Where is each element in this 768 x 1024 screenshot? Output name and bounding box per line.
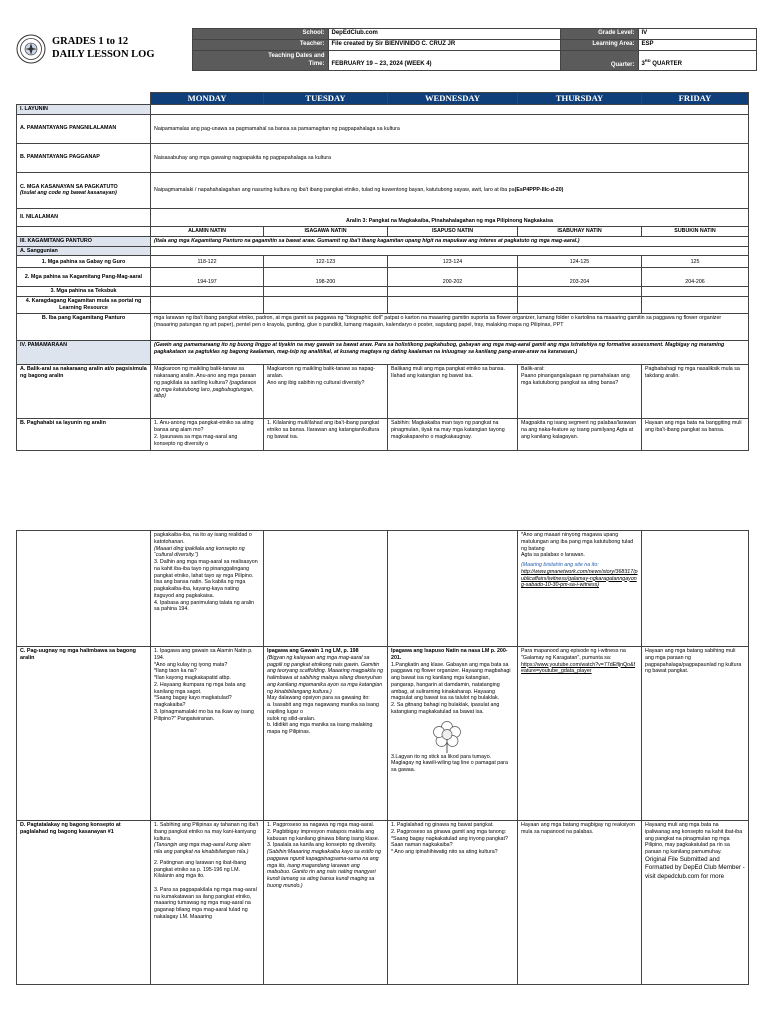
cont-thu-link-label: (Maaring bisitahin ang site na ito: xyxy=(521,562,599,569)
subday-isapuso: ISAPUSO NATIN xyxy=(388,226,518,236)
row-label-kasanayan xyxy=(17,172,151,208)
page-2 xyxy=(0,530,768,1024)
dates-value: FEBRUARY 19 – 23, 2024 (WEEK 4) xyxy=(328,51,560,71)
pag-uugnay-thu-text: Para mapanood ang episode ng i-witness na "Galamay ng Karagatan", pumunta sa: xyxy=(521,648,626,661)
pag-uugnay-thu xyxy=(518,647,642,821)
pagtalakay-tue-italic: (Sabihin:Maaaring magkakaiba kayo sa estilo ng paggawa ngunit kapagpinagsama-sama na ang mga ito, isang magandang larawan ang mabubuo. Ganito rin ang nais nating mangyari kundi lamang sa ating bansa kundi maging sa buong mundo.) xyxy=(267,849,381,889)
balik-aral-mon xyxy=(151,365,264,419)
balik-mon-italic: (pagdaraos ng mga katutubong laro, pagbubugtungan, atbp) xyxy=(154,379,257,400)
pagtalakay-mon-text-1: 1. Sabihing ang Pilipinas ay tahanan ng iba't ibang pangkat etniko na may kani-kaniyang kultura. xyxy=(154,822,259,842)
row-label-teksbuk: 3. Mga pahina sa Teksbuk xyxy=(17,287,151,297)
dates-label-line-2: Time: xyxy=(308,60,325,67)
row-label-paghahabi: B. Paghahabi sa layunin ng aralin xyxy=(17,419,151,451)
quarter-sup: RD xyxy=(644,58,651,64)
row-label-pag-uugnay: C. Pag-uugnay ng mga halimbawa sa bagong aralin xyxy=(17,647,151,821)
pag-uugnay-tue-italic: (Bigyan ng kalayaan ang mga mag-aaral sa pagpili ng pangkat etnikong nais gawin. Gamitin ang teoryang scaffolding. Maaaring magpakita ng halimbawa at sabihing malaya silang disenyuhan ang kanilang mgamanika ayon sa mga katangian ng kinabibilangang kultura.) xyxy=(267,654,384,695)
day-bar-spacer xyxy=(17,93,151,105)
doc-title-dll: DAILY LESSON LOG xyxy=(52,48,155,60)
karagdagan-tue xyxy=(264,297,388,314)
lm-pages-wed: 200-202 xyxy=(388,268,518,287)
cont-mon-text-2: 3. Dalhin ang mga mag-aaral sa realisasyon na kahit iba-iba tayo ng pinanggalingang pangkat etniko, lahat tayo ay mga Pilipino. Iisa ang bansa natin. Sa kabila ng mga pagkakaiba-iba, kayang-kaya nating itaguyod ang pagkakaisa. 4. Ipabasa ang panimulang talata ng aralin sa pahina 194. xyxy=(154,559,258,613)
pag-uugnay-tue-text: May dalawang opsiyon para sa gawaing ito: a. Isasabit ang mga nagawang manika sa isang napiling lugar o sulok ng silid-aralan. b. Ididikit ang mga manika sa isang malaking mapa ng Pilipinas. xyxy=(267,695,379,736)
row-label-kagamitang-pang-mag-aaral: 2. Mga pahina sa Kagamitang Pang-Mag-aaral xyxy=(17,268,151,287)
teksbuk-mon xyxy=(151,287,264,297)
paghahabi-mon: 1. Anu-anong mga pangkat-etniko sa ating bansa ang alam mo? 2. Ipaunawa sa mga mag-aaral ang konsepto ng diversity o xyxy=(151,419,264,451)
paghahabi-mon-cont xyxy=(151,531,264,647)
kasanayan-code: (EsP4PPP-IIIc-d-20) xyxy=(514,187,564,194)
paghahabi-wed: Sabihin: Magkakaiba man tayo ng pangkat na pinagmulan, tiyak na may mga katangian tayong magkakapareho o magkakaugnay. xyxy=(388,419,518,451)
pagganap-text: Naisasabuhay ang mga gawaing nagpapakita ng pagpapahalaga sa kultura xyxy=(151,143,749,172)
subday-isabuhay: ISABUHAY NATIN xyxy=(518,226,642,236)
area-value: ESP xyxy=(638,40,756,51)
kasanayan-sub: (Isulat ang code ng bawat kasanayan) xyxy=(20,190,117,197)
dates-label xyxy=(192,51,328,71)
row-label-gabay-guro: 1. Mga pahina sa Gabay ng Guro xyxy=(17,256,151,268)
guro-pages-mon: 118-122 xyxy=(151,256,264,268)
aralin-title: Aralin 3: Pangkat na Magkakaiba, Pinahahalagahan ng mga Pilipinong Nagkakaisa xyxy=(151,208,749,226)
guro-pages-fri: 125 xyxy=(642,256,749,268)
layunin-blank xyxy=(151,105,749,115)
cont-thu-text: *Ano ang maaari ninyong magawa upang matulungan ang iba pang mga katutubong tulad ng batang Agta sa palabas o larawan. xyxy=(521,532,634,559)
paghahabi-tue-cont xyxy=(264,531,388,647)
pag-uugnay-wed-text: 1.Pangkatin ang klase. Gabayan ang mga bata sa paggawa ng flower organizer. Hayaang magbahagi ang bawat isa ng kanilang mga katangian, pangarap, hangarin at damdamin, natatanging ambag, at sulirarning kinakaharap. Hayaang magsulat ang bawat isa sa talulot ng bulaklak. 2. Sa gitnang bahagi ng bulaklak, ipasulat ang katangiang magkakatulad sa bawat isa. xyxy=(391,661,511,715)
balik-aral-fri: Pagbabahagi ng mga nasaliksik mula sa takdang aralin. xyxy=(642,365,749,419)
kasanayan-text xyxy=(151,172,749,208)
school-label: School: xyxy=(192,29,328,40)
teacher-label: Teacher: xyxy=(192,40,328,51)
guro-pages-tue: 122-123 xyxy=(264,256,388,268)
day-tuesday: TUESDAY xyxy=(264,93,388,105)
kasanayan-label: C. MGA KASANAYAN SA PAGKATUTO xyxy=(20,183,118,190)
header-table xyxy=(12,28,757,71)
teksbuk-wed xyxy=(388,287,518,297)
balik-aral-thu: Balik-aral: Paano pinangangalagaan ng pamahalaan ang mga katutubong pangkat sa ating bansa? xyxy=(518,365,642,419)
balik-aral-tue: Magkaroon ng maikling balik-tanaw sa napag-aralan. Ano ang ibig sabihin ng cultural diversity? xyxy=(264,365,388,419)
pag-uugnay-wed xyxy=(388,647,518,821)
continued-label xyxy=(17,531,151,647)
karagdagan-wed xyxy=(388,297,518,314)
section-kagamitan: III. KAGAMITANG PANTURO xyxy=(17,236,151,246)
kagamitan-note: (Itala ang mga Kagamitang Panturo na gagamitin sa bawat araw. Gumamit ng iba't ibang kagamitan upang higit na mapukaw ang interes at pagkatuto ng mga mag-aaral.) xyxy=(151,236,749,246)
pag-uugnay-mon: 1. Ipagawa ang gawain sa Alamin Natin p. 194. *Ano ang kulay ng iyong mata? *Ilang taon ka na? *Ilan kayong magkakapatid atbp. 2. Hayaang ikumpara ng mga bata ang kanilang mga sagot. *Saang bagay kayo magkatulad? magkakaiba? 3. Ipinagmamalaki mo ba na ikaw ay isang Pilipino?" Pangatwiranan. xyxy=(151,647,264,821)
row-label-pangnilalaman: A. PAMANTAYANG PANGNILALAMAN xyxy=(17,114,151,143)
pagtalakay-fri-text: Hayaang muli ang mga bata na ipaliwanag ang konsepto na kahit ibat-iba ang pangkat na pinagmulan ng mga Pilipino, may pagkakatulad pa rin sa paraan ng kanilang pamumuhay. xyxy=(645,822,743,856)
paghahabi-wed-cont xyxy=(388,531,518,647)
teksbuk-thu xyxy=(518,287,642,297)
day-friday: FRIDAY xyxy=(642,93,749,105)
balik-aral-wed: Balikang muli ang mga pangkat etniko sa bansa. Ilahad ang katangian ng bawat isa. xyxy=(388,365,518,419)
kasanayan-desc: Naipagmamalaki / napahahalagahan ang nasuring kultura ng iba't ibang pangkat etniko, tulad ng kuwentong bayan, katutubong sayaw, awit, laro at iba pa xyxy=(154,187,515,194)
balik-mon-text: Magkaroon ng maikling balik-tanaw sa nakaraang aralin. Anu-ano ang mga paraan ng pagkilala sa sariling kultura? xyxy=(154,366,257,386)
pagtalakay-fri xyxy=(642,821,749,985)
grade-value: IV xyxy=(638,29,756,40)
pangnilalaman-text: Naipamamalas ang pag-unawa sa pagmamahal sa bansa sa pamamagitan ng pagpapahalaga sa kultura xyxy=(151,114,749,143)
pagtalakay-tue-text: 1. Pagproseso sa nagawa ng mga mag-aaral. 2. Pagbibigay impresyon matapos makita ang kabuuan ng kanilang ginawa bilang isang klase. 3. Ipaalala sa kanila ang konsepto ng diversity. xyxy=(267,822,380,849)
day-monday: MONDAY xyxy=(151,93,264,105)
pagtalakay-mon-text-2: 2. Patingnan ang larawan ng ibat-ibang pangkat etniko sa p. 195-196 ng LM. Kilalanin ang mga ito. 3. Para sa pagpapakilala ng mga mag-aaral na kumakatawan sa ilang pangkat etniko, maaaring tumawag ng mga mag-aaral na gaganap bilang mga mag-aaral tulad ng nakalagay LM. Maaaring xyxy=(154,859,257,920)
lesson-table-page-2 xyxy=(16,530,749,985)
paghahabi-tue: 1. Kilalaning muli/ilahad ang iba't-ibang pangkat etniko sa bansa. Ilarawan ang katangian/kultura ng bawat isa. xyxy=(264,419,388,451)
pag-uugnay-tue xyxy=(264,647,388,821)
school-value: DepEdClub.com xyxy=(328,29,560,40)
row-label-karagdagan: 4. Karagdagang Kagamitan mula sa portal ng Learning Resource xyxy=(17,297,151,314)
subday-spacer xyxy=(17,226,151,236)
subday-subukin: SUBUKIN NATIN xyxy=(642,226,749,236)
doc-title-grades: GRADES 1 to 12 xyxy=(52,35,129,47)
subday-isagawa: ISAGAWA NATIN xyxy=(264,226,388,236)
pagtalakay-wed: 1. Paglalahad ng ginawa ng bawat pangkat. 2. Pagproseso sa ginawa gamit ang mga tanong: *Saang bagay nagkakatulad ang inyong pangkat? Saan naman nagkakaiba? * Ano ang ipinahihiwatig nito sa ating kultura? xyxy=(388,821,518,985)
lesson-table-page-1 xyxy=(16,92,749,451)
quarter-label: Quarter: xyxy=(560,51,638,71)
day-wednesday: WEDNESDAY xyxy=(388,93,518,105)
cont-mon-text: pagkakaiba-iba, na ito ay isang realidad o katotohanan. xyxy=(154,532,252,545)
pag-uugnay-wed-title: Ipagawa ang Isapuso Natin na nasa LM p. 200-201. xyxy=(391,648,508,661)
guro-pages-thu: 124-125 xyxy=(518,256,642,268)
paghahabi-fri-cont xyxy=(642,531,749,647)
teksbuk-tue xyxy=(264,287,388,297)
deped-seal-icon xyxy=(16,34,46,64)
karagdagan-thu xyxy=(518,297,642,314)
paghahabi-thu-cont xyxy=(518,531,642,647)
iba-pang-kagamitan-text: mga larawan ng iba't ibang pangkat etniko, padron, at mga gamit sa paggawa ng "biographic doll" patpat o karton na maaaring gamitin suporta sa flower organizer, lumang folder o kartolina na maaaring gamitin sa paggawa ng flower organizer (maaaring patungan ng art paper), pentel pen o krayola, gunting, glue o pandikit, lumang magasin, kalendaryo o poster, sagutang papel, tray, malaking mapa ng Pilipinas, PPT xyxy=(151,314,749,341)
karagdagan-mon xyxy=(151,297,264,314)
credit-note: Original File Submitted and Formatted by DepEd Club Member - visit depedclub.com for more xyxy=(645,855,745,880)
pag-uugnay-tue-title: Ipagawa ang Gawain 1 ng LM, p. 198 xyxy=(267,648,359,654)
row-label-pagtalakay: D. Pagtatalakay ng bagong konsepto at paglalahad ng bagong kasanayan #1 xyxy=(17,821,151,985)
pagtalakay-thu: Hayaan ang mga batang magbigay ng reaksiyon mula sa napanood na palabas. xyxy=(518,821,642,985)
day-thursday: THURSDAY xyxy=(518,93,642,105)
grade-label: Grade Level: xyxy=(560,29,638,40)
lm-pages-mon: 194-197 xyxy=(151,268,264,287)
subday-alamin: ALAMIN NATIN xyxy=(151,226,264,236)
pag-uugnay-wed-text-3: 3.Lagyan ito ng stick sa likod para tumayo. Maglagay ng kawili-wiling tag line o pamagat para sa gawaa. xyxy=(391,753,508,774)
iwitness-link[interactable]: http://www.gmanetwork.com/news/story/368317/publicaffairs/iwitness/galamay-ngkaragatanngayong-sabado-10-30-pm-sa-i-witness) xyxy=(521,568,638,589)
youtube-link[interactable]: https://www.youtube.com/watch?v=77dEfljnQo&feature=youtube_gdata_player xyxy=(521,661,636,675)
page-1 xyxy=(0,28,768,476)
row-label-pagganap: B. PAMANTAYANG PAGGANAP xyxy=(17,143,151,172)
section-layunin: I. LAYUNIN xyxy=(17,105,151,115)
quarter-word: QUARTER xyxy=(650,61,682,68)
area-label: Learning Area: xyxy=(560,40,638,51)
pagtalakay-tue xyxy=(264,821,388,985)
header-brand xyxy=(12,29,192,71)
quarter-value xyxy=(638,51,756,71)
teacher-value: File created by Sir BIENVINIDO C. CRUZ JR xyxy=(328,40,560,51)
cont-mon-italic: (Maaari ding ipakilala ang konsepto ng “cultural diversity.”) xyxy=(154,545,245,559)
section-pamamaraan: IV. PAMAMARAAN xyxy=(17,341,151,365)
lm-pages-tue: 198-200 xyxy=(264,268,388,287)
teksbuk-fri xyxy=(642,287,749,297)
row-label-nilalaman: II. NILALAMAN xyxy=(17,208,151,226)
row-label-balik-aral: A. Balik-aral sa nakaraang aralin at/o pagsisimula ng bagong aralin xyxy=(17,365,151,419)
quarter-num: 3 xyxy=(641,61,645,68)
sanggunian-blank xyxy=(151,246,749,256)
flower-organizer-icon xyxy=(427,720,467,754)
lm-pages-fri: 204-206 xyxy=(642,268,749,287)
lm-pages-thu: 203-204 xyxy=(518,268,642,287)
dates-label-line-1: Teaching Dates and xyxy=(268,53,325,60)
paghahabi-thu: Magpakita ng isang segment ng palabas/larawan na ang naka-feature ay isang pamilyang Agta at ang kanilang kalagayan. xyxy=(518,419,642,451)
karagdagan-fri xyxy=(642,297,749,314)
guro-pages-wed: 123-124 xyxy=(388,256,518,268)
paghahabi-fri: Hayaan ang mga bata na banggiting muli ang iba't-ibang pangkat sa bansa. xyxy=(642,419,749,451)
pamamaraan-note: (Gawin ang pamamaraang ito ng buong linggo at tiyakin na may gawain sa bawat araw. Para sa holistikong pagkahubog, gabayan ang mga mag-aaral gamit ang mga istratehiya ng formative assessment. Magbigay ng maraming pagkakataon sa pagtuklas ng bagong kaalaman, mag-isip ng analitikal, at kusang magtaya ng dating kaalaman na iniuugnay sa kanilang pang-araw-araw na karanasan.) xyxy=(151,341,749,365)
pag-uugnay-fri: Hayaan ang mga batang sabihing muli ang mga paraan ng pagpapahalaga/pagpapaunlad ng kultura ng bawat pangkat. xyxy=(642,647,749,821)
row-label-iba-pang-kagamitan: B. Iba pang Kagamitang Panturo xyxy=(17,314,151,341)
row-label-sanggunian: A. Sanggunian xyxy=(17,246,151,256)
pagtalakay-mon-italic: (Tanungin ang mga mag-aaral kung alam nila ang pangkat na kinabibilangan nila.) xyxy=(154,842,251,856)
pagtalakay-mon xyxy=(151,821,264,985)
